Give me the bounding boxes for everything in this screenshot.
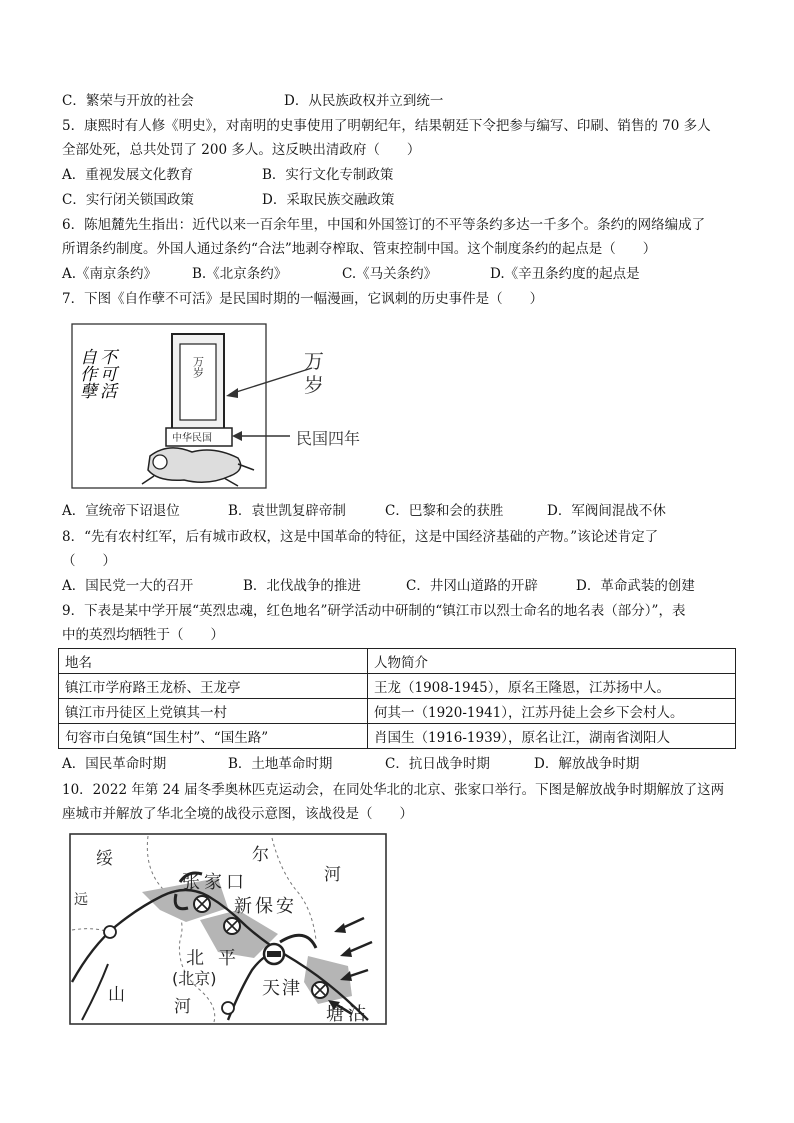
table-header-row <box>59 649 736 674</box>
cartoon-label-wansui-1: 万 <box>304 349 324 373</box>
q6-option-a: A.《南京条约》 <box>62 266 158 282</box>
map-label-yuan: 远 <box>74 892 88 908</box>
q9-option-c: C．抗日战争时期 <box>385 756 490 772</box>
q6-stem-line2: 所谓条约制度。外国人通过条约“合法”地剥夺榨取、管束控制中国。这个制度条约的起点是（ ） <box>62 241 657 257</box>
cartoon-title-col1: 自作孽 <box>76 348 96 399</box>
map-label-er: 尔 <box>252 845 269 865</box>
map-label-he-top: 河 <box>324 865 341 885</box>
q7-option-b: B．袁世凯复辟帝制 <box>228 503 346 519</box>
q9-option-b: B．土地革命时期 <box>228 756 333 772</box>
map-label-xinbaoan: 新保安 <box>234 896 297 917</box>
map-label-he-bottom: 河 <box>174 997 191 1017</box>
q10-stem-line1: 10．2022 年第 24 届冬季奥林匹克运动会，在同处华北的北京、张家口举行。下图是解放战争时期解放了这两 <box>62 782 725 798</box>
table-cell-place: 镇江市丹徒区上党镇其一村 <box>59 699 368 724</box>
q6-option-b: B.《北京条约》 <box>192 266 288 282</box>
map-label-sui: 绥 <box>96 849 113 869</box>
q9-option-d: D．解放战争时期 <box>534 756 640 772</box>
map-label-beijing: (北京) <box>172 969 217 988</box>
cartoon-label-wansui-2: 岁 <box>304 373 324 397</box>
q4-option-d: D．从民族政权并立到统一 <box>284 93 444 109</box>
cartoon-label-minguo: 民国四年 <box>296 429 361 448</box>
table-cell-profile: 王龙（1908-1945），原名王隆恩，江苏扬中人。 <box>368 674 736 699</box>
hero-place-names-table <box>58 648 736 749</box>
q10-stem-line2: 座城市并解放了华北全境的战役示意图，该战役是（ ） <box>62 806 413 822</box>
q5-stem-line1: 5．康熙时有人修《明史》，对南明的史事使用了明朝纪年，结果朝廷下令把参与编写、印刷、销售的 70 多人 <box>62 118 711 134</box>
q8-option-a: A．国民党一大的召开 <box>62 578 194 594</box>
q10-battle-map <box>68 830 390 1028</box>
table-cell-place: 镇江市学府路王龙桥、王龙亭 <box>59 674 368 699</box>
q5-option-b: B．实行文化专制政策 <box>262 167 394 183</box>
q9-stem-line1: 9．下表是某中学开展“英烈忠魂，红色地名”研学活动中研制的“镇江市以烈士命名的地名表（部分）”，表 <box>62 603 686 619</box>
map-label-tianjin: 天津 <box>262 978 302 999</box>
table-header-profile: 人物简介 <box>368 649 736 674</box>
table-cell-place: 句容市白兔镇“国生村”、“国生路” <box>59 724 368 749</box>
cartoon-tablet-text: 万岁 <box>191 356 205 378</box>
q4-option-c: C．繁荣与开放的社会 <box>62 93 194 109</box>
map-label-beiping: 北平 <box>186 948 250 969</box>
cartoon-title-col2: 不可活 <box>96 348 116 399</box>
q6-option-c: C.《马关条约》 <box>342 266 438 282</box>
q8-option-b: B．北伐战争的推进 <box>243 578 361 594</box>
q7-option-c: C．巴黎和会的获胜 <box>385 503 504 519</box>
q5-option-c: C．实行闭关锁国政策 <box>62 192 194 208</box>
q8-stem-line1: 8．“先有农村红军，后有城市政权，这是中国革命的特征，这是中国经济基础的产物。”该论述肯定了 <box>62 529 659 545</box>
cartoon-base-text: 中华民国 <box>172 433 212 444</box>
table-header-place: 地名 <box>59 649 368 674</box>
map-label-tanggu: 塘沽 <box>326 1004 370 1025</box>
q8-stem-line2: （ ） <box>62 553 116 569</box>
table-row <box>59 699 736 724</box>
map-label-zhangjiakou: 张家口 <box>182 872 248 893</box>
map-label-shan: 山 <box>108 985 125 1005</box>
q9-stem-line2: 中的英烈均牺牲于（ ） <box>62 627 224 643</box>
q9-option-a: A．国民革命时期 <box>62 756 167 772</box>
table-cell-profile: 肖国生（1916-1939），原名让江，湖南省浏阳人 <box>368 724 736 749</box>
q6-stem-line1: 6．陈旭麓先生指出：近代以来一百余年里，中国和外国签订的不平等条约多达一千多个。条约的网络编成了 <box>62 217 706 233</box>
table-row <box>59 674 736 699</box>
q7-cartoon <box>68 320 380 492</box>
q5-option-a: A．重视发展文化教育 <box>62 167 194 183</box>
q7-option-d: D．军阀间混战不休 <box>547 503 666 519</box>
q8-option-d: D．革命武装的创建 <box>576 578 695 594</box>
q7-stem: 7．下图《自作孽不可活》是民国时期的一幅漫画，它讽刺的历史事件是（ ） <box>62 291 544 307</box>
table-cell-profile: 何其一（1920-1941），江苏丹徒上会乡下会村人。 <box>368 699 736 724</box>
q7-option-a: A．宣统帝下诏退位 <box>62 503 180 519</box>
q8-option-c: C．井冈山道路的开辟 <box>406 578 538 594</box>
q5-stem-line2: 全部处死，总共处罚了 200 多人。这反映出清政府（ ） <box>62 142 421 158</box>
q5-option-d: D．采取民族交融政策 <box>262 192 395 208</box>
q6-option-d: D.《辛丑条约度的起点是 <box>490 266 640 282</box>
table-row <box>59 724 736 749</box>
